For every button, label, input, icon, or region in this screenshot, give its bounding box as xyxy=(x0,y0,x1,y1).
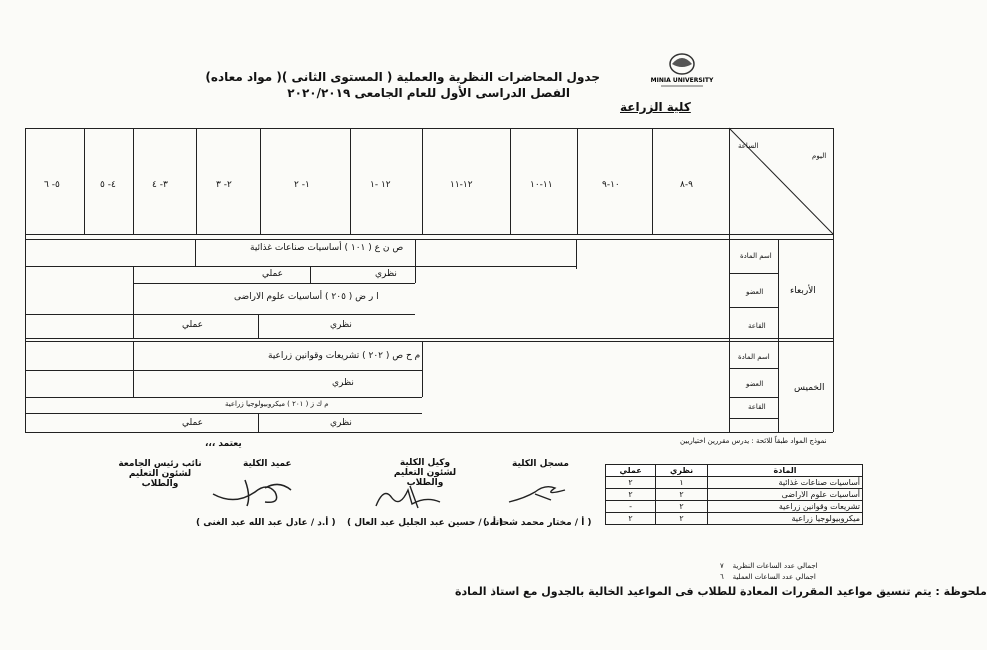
session-practical: عملي xyxy=(262,269,284,279)
row-label-hall: القاعة xyxy=(748,403,766,411)
hour-header: الساعة xyxy=(738,142,759,150)
signature-name-dean: ( أ.د / عادل عبد الله عبد الغنى ) xyxy=(196,518,336,528)
session-theory: نظري xyxy=(330,320,352,330)
row-label-member: العضو xyxy=(746,288,764,296)
summary-theory: ٢ xyxy=(656,501,708,513)
college-name: كلية الزراعة xyxy=(620,100,691,114)
session-practical: عملي xyxy=(182,418,204,428)
summary-subject: أساسيات علوم الاراضى xyxy=(708,489,863,501)
total-practical-value: ٦ xyxy=(720,573,724,581)
row-label-subject: اسم المادة xyxy=(740,252,772,260)
course-entry: م ح ص ( ٢٠٢ ) تشريعات وقوانين زراعية xyxy=(268,351,421,361)
page-note: ملحوظة : يتم تنسيق مواعيد المقررات المعادة للطلاب فى المواعيد الخالية بالجدول مع استاذ المادة xyxy=(455,585,987,598)
signature-registrar xyxy=(505,478,575,508)
signature-vice-dean xyxy=(370,478,450,512)
regulation-footnote: نموذج المواد طبقاً للائحة : يدرس مقررين اختياريين xyxy=(680,437,827,445)
session-theory: نظري xyxy=(375,269,397,279)
time-slot: ٩-٨ xyxy=(680,180,693,190)
page-title: جدول المحاضرات النظرية والعملية ( المستوى الثانى )( مواد معاده) xyxy=(205,70,600,84)
time-slot: ٢- ٣ xyxy=(216,180,232,190)
university-logo xyxy=(650,50,714,90)
summary-subject: أساسيات صناعات غذائية xyxy=(708,477,863,489)
session-theory: نظري xyxy=(330,418,352,428)
summary-practical: ٢ xyxy=(606,513,656,525)
row-label-member: العضو xyxy=(746,380,764,388)
page-subtitle: الفصل الدراسى الأول للعام الجامعى ٢٠٢٠/٢٠١٩ xyxy=(287,86,570,100)
summary-subject: ميكروبيولوجيا زراعية xyxy=(708,513,863,525)
summary-header-subject: المادة xyxy=(708,465,863,477)
signature-title-dean: عميد الكلية xyxy=(243,459,292,469)
session-theory: نظري xyxy=(332,378,354,388)
summary-theory: ١ xyxy=(656,477,708,489)
total-theory-label: اجمالي عدد الساعات النظرية xyxy=(732,562,818,570)
row-label-hall: القاعة xyxy=(748,322,766,330)
summary-practical: - xyxy=(606,501,656,513)
time-slot: ١٢ -١ xyxy=(370,180,391,190)
session-practical: عملي xyxy=(182,320,204,330)
day-header: اليوم xyxy=(812,152,827,160)
summary-theory: ٢ xyxy=(656,513,708,525)
time-slot: ١٢-١١ xyxy=(450,180,473,190)
total-theory-hours xyxy=(720,562,818,570)
course-entry: ا ر ض ( ٢٠٥ ) أساسيات علوم الاراضى xyxy=(234,292,379,302)
table-row xyxy=(606,477,863,489)
signature-name-registrar: ( أ / مختار محمد شحاته ) xyxy=(483,518,592,528)
row-label-subject: اسم المادة xyxy=(738,353,770,361)
summary-header-theory: نظري xyxy=(656,465,708,477)
summary-subject: تشريعات وقوانين زراعية xyxy=(708,501,863,513)
day-label-wednesday: الأربعاء xyxy=(790,286,816,296)
time-slot: ٣- ٤ xyxy=(152,180,168,190)
summary-header-practical: عملي xyxy=(606,465,656,477)
time-slot: ٥- ٦ xyxy=(44,180,60,190)
course-entry: ص ن ع ( ١٠١ ) أساسيات صناعات غذائية xyxy=(250,243,404,253)
time-slot: ١١-١٠ xyxy=(530,180,553,190)
approval-text: يعتمد ،،، xyxy=(205,439,242,449)
svg-text:MINIA UNIVERSITY: MINIA UNIVERSITY xyxy=(650,77,714,84)
table-row xyxy=(606,501,863,513)
summary-practical: ٢ xyxy=(606,477,656,489)
total-theory-value: ٧ xyxy=(720,562,724,570)
table-row xyxy=(606,489,863,501)
total-practical-hours xyxy=(720,573,816,581)
time-slot: ١- ٢ xyxy=(294,180,310,190)
summary-practical: ٢ xyxy=(606,489,656,501)
course-entry: م ك ز ( ٢٠١ ) ميكروبيولوجيا زراعية xyxy=(225,400,329,408)
signature-title-registrar: مسجل الكلية xyxy=(512,459,569,469)
signature-name-vice-dean: ( أ.د / حسين عبد الجليل عبد العال ) xyxy=(347,518,504,528)
signature-dean xyxy=(205,470,300,510)
time-slot: ٤- ٥ xyxy=(100,180,116,190)
table-row xyxy=(606,513,863,525)
day-label-thursday: الخميس xyxy=(794,383,825,393)
hours-summary-table xyxy=(605,464,863,525)
total-practical-label: اجمالي عدد الساعات العملية xyxy=(732,573,816,581)
signature-title-vice-dean: وكيل الكلية لشئون التعليم والطلاب xyxy=(393,458,457,488)
summary-theory: ٢ xyxy=(656,489,708,501)
signature-title-vice-president: نائب رئيس الجامعة لشئون التعليم والطلاب xyxy=(118,459,202,489)
time-slot: ١٠-٩ xyxy=(602,180,620,190)
